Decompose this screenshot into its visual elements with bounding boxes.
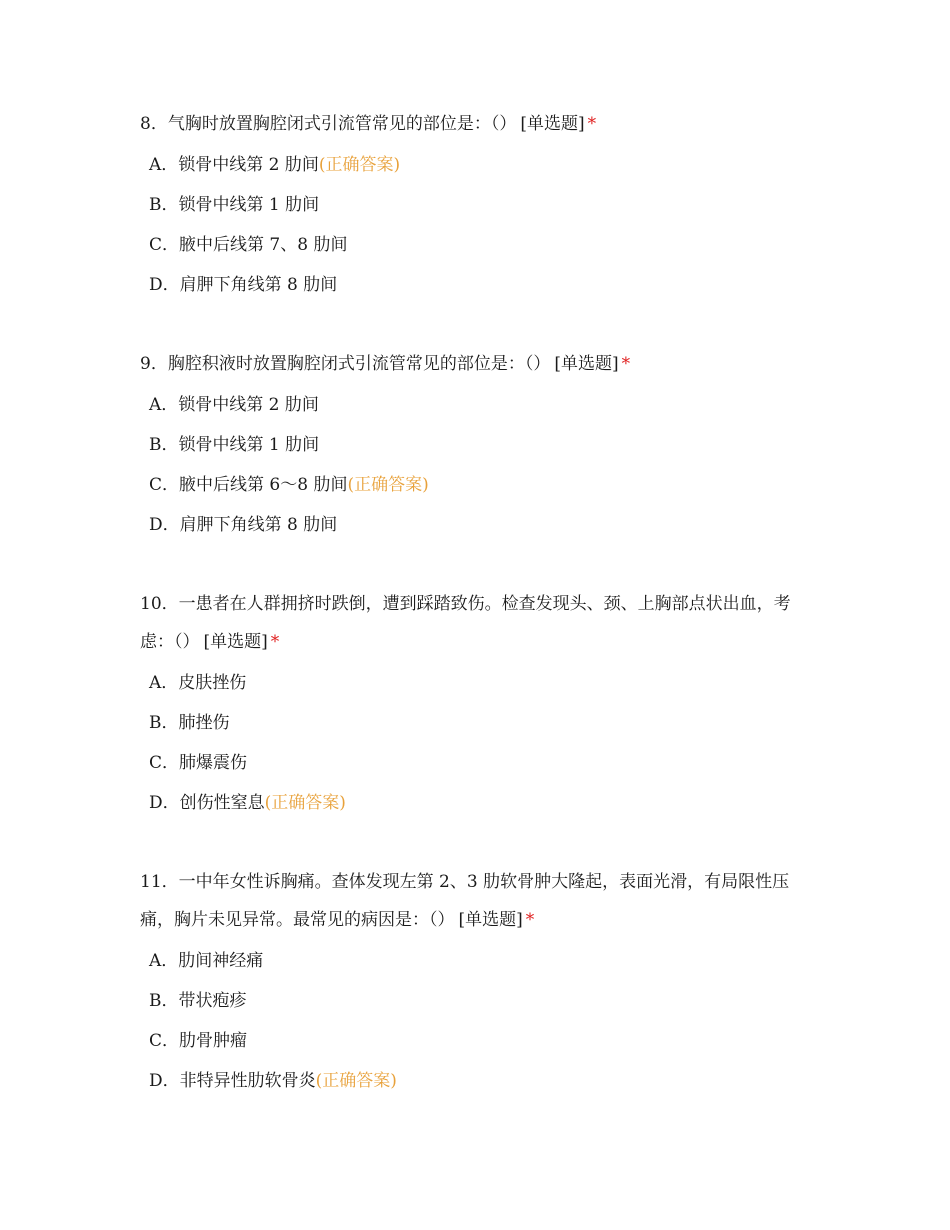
question-blank: （） — [429, 910, 455, 930]
required-marker: * — [587, 114, 597, 134]
option-b[interactable] — [140, 703, 810, 743]
question-text: 气胸时放置胸腔闭式引流管常见的部位是： — [167, 114, 491, 134]
question-number: 9． — [140, 354, 168, 374]
correct-answer-tag: (正确答案) — [264, 793, 346, 813]
option-c[interactable] — [140, 225, 810, 265]
question-type: [单选题] — [554, 354, 619, 374]
option-text: 带状疱疹 — [178, 991, 247, 1011]
option-text: 非特异性肋软骨炎 — [179, 1071, 316, 1091]
option-label: B． — [149, 713, 179, 733]
option-text: 肩胛下角线第 8 肋间 — [179, 275, 338, 295]
option-label: C． — [149, 475, 180, 495]
option-a[interactable] — [140, 663, 810, 703]
option-text: 锁骨中线第 1 肋间 — [178, 435, 320, 455]
option-label: A． — [149, 395, 179, 415]
option-d[interactable] — [140, 505, 810, 545]
option-label: C． — [149, 235, 180, 255]
option-b[interactable] — [140, 185, 810, 225]
required-marker: * — [270, 632, 280, 652]
option-label: D． — [149, 1071, 180, 1091]
question-11 — [140, 863, 810, 1101]
required-marker: * — [621, 354, 631, 374]
correct-answer-tag: (正确答案) — [347, 475, 429, 495]
option-text: 锁骨中线第 2 肋间 — [178, 155, 319, 175]
correct-answer-tag: (正确答案) — [315, 1071, 397, 1091]
option-text: 锁骨中线第 1 肋间 — [178, 195, 320, 215]
option-d[interactable] — [140, 1061, 810, 1101]
option-a[interactable] — [140, 385, 810, 425]
question-stem — [140, 105, 810, 143]
question-9 — [140, 345, 810, 545]
question-type: [单选题] — [458, 910, 523, 930]
question-text: 一患者在人群拥挤时跌倒，遭到踩踏致伤。检查发现头、颈、上胸部点状出血，考虑： — [140, 594, 791, 652]
correct-answer-tag: (正确答案) — [318, 155, 401, 175]
question-8 — [140, 105, 810, 305]
option-d[interactable] — [140, 783, 810, 823]
quiz-page — [140, 105, 810, 1141]
question-stem — [140, 863, 810, 939]
option-text: 创伤性窒息 — [179, 793, 265, 813]
option-label: C． — [149, 753, 180, 773]
question-type: [单选题] — [520, 114, 585, 134]
option-label: D． — [149, 793, 180, 813]
option-label: C． — [149, 1031, 180, 1051]
question-blank: （） — [490, 114, 517, 134]
question-number: 11． — [140, 872, 179, 892]
option-label: B． — [149, 435, 179, 455]
option-d[interactable] — [140, 265, 810, 305]
option-text: 肋骨肿瘤 — [179, 1031, 248, 1051]
option-label: B． — [149, 195, 179, 215]
question-blank: （） — [524, 354, 551, 374]
option-text: 肋间神经痛 — [178, 951, 264, 971]
question-blank: （） — [174, 632, 200, 652]
option-b[interactable] — [140, 425, 810, 465]
option-text: 腋中后线第 6～8 肋间 — [179, 475, 348, 495]
option-label: B． — [149, 991, 179, 1011]
option-c[interactable] — [140, 465, 810, 505]
option-a[interactable] — [140, 145, 810, 185]
option-b[interactable] — [140, 981, 810, 1021]
option-text: 肺爆震伤 — [179, 753, 248, 773]
question-text: 一中年女性诉胸痛。查体发现左第 2、3 肋软骨肿大隆起，表面光滑，有局限性压痛，胸片未见异常。最常见的病因是： — [140, 872, 790, 930]
question-10 — [140, 585, 810, 823]
question-stem — [140, 585, 810, 661]
option-text: 皮肤挫伤 — [178, 673, 247, 693]
required-marker: * — [525, 910, 535, 930]
option-label: A． — [149, 155, 179, 175]
option-label: D． — [149, 275, 180, 295]
option-text: 锁骨中线第 2 肋间 — [178, 395, 319, 415]
option-label: A． — [149, 951, 179, 971]
question-stem — [140, 345, 810, 383]
question-number: 8． — [140, 114, 168, 134]
option-c[interactable] — [140, 1021, 810, 1061]
option-text: 腋中后线第 7、8 肋间 — [179, 235, 348, 255]
option-label: D． — [149, 515, 180, 535]
option-a[interactable] — [140, 941, 810, 981]
option-c[interactable] — [140, 743, 810, 783]
question-number: 10． — [140, 594, 179, 614]
option-label: A． — [149, 673, 179, 693]
option-text: 肺挫伤 — [178, 713, 230, 733]
question-text: 胸腔积液时放置胸腔闭式引流管常见的部位是： — [167, 354, 525, 374]
question-type: [单选题] — [203, 632, 268, 652]
option-text: 肩胛下角线第 8 肋间 — [179, 515, 338, 535]
